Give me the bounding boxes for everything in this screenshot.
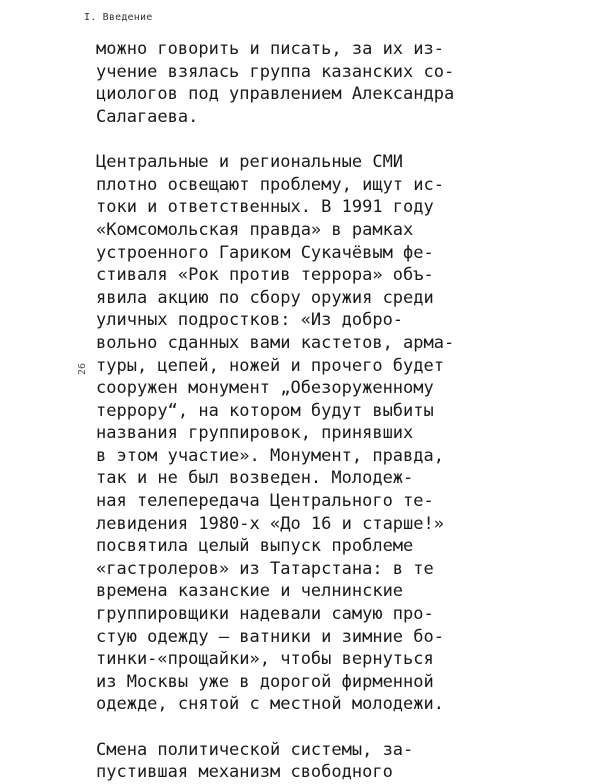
text-line: стиваля «Рок против террора» объ- (96, 265, 434, 286)
text-line: группировщики надевали самую про- (96, 604, 434, 625)
text-line: «гастролеров» из Татарстана: в те (96, 558, 434, 579)
text-line: Смена политической системы, за- (96, 739, 414, 760)
text-line: названия группировок, принявших (96, 423, 414, 444)
text-line: левидения 1980-х «До 16 и старше!» (96, 513, 444, 534)
page-number: 26 (77, 362, 88, 375)
text-line: плотно освещают проблему, ищут ис- (96, 174, 444, 195)
running-head: I. Введение (84, 12, 153, 23)
paragraph-gap (96, 716, 586, 739)
text-line: посвятила целый выпуск проблеме (96, 536, 414, 557)
text-line: Салагаева. (96, 106, 199, 127)
text-line: сооружен монумент „Обезоруженному (96, 378, 434, 399)
text-line: можно говорить и писать, за их из- (96, 39, 444, 59)
text-line: террору“, на котором будут выбиты (96, 400, 434, 421)
text-line: в этом участие». Монумент, правда, (96, 445, 444, 466)
text-line: ная телепередача Центрального те- (96, 491, 434, 512)
text-line: Центральные и региональные СМИ (96, 152, 404, 173)
text-line: так и не был возведен. Молодеж- (96, 468, 414, 489)
text-line: явила акцию по сбору оружия среди (96, 287, 434, 308)
text-line: из Москвы уже в дорогой фирменной (96, 671, 434, 692)
text-line: вольно сданных вами кастетов, арма- (96, 332, 455, 353)
text-line: времена казанские и челнинские (96, 581, 404, 602)
text-line: циологов под управлением Александра (96, 84, 455, 105)
paragraph-gap (96, 128, 586, 151)
text-line: пустившая механизм свободного (96, 762, 393, 783)
body-text (96, 38, 586, 784)
text-line: туры, цепей, ножей и прочего будет (96, 355, 444, 376)
paragraph-2 (96, 151, 586, 716)
text-line: учение взялась группа казанских со- (96, 61, 455, 82)
text-line: одежде, снятой с местной молодежи. (96, 694, 444, 715)
text-line: «Комсомольская правда» в рамках (96, 219, 414, 240)
text-line: уличных подростков: «Из добро- (96, 310, 404, 331)
text-line: стую одежду — ватники и зимние бо- (96, 626, 444, 647)
text-line: тинки-«прощайки», чтобы вернуться (96, 649, 434, 670)
paragraph-3 (96, 739, 586, 784)
text-line: токи и ответственных. В 1991 году (96, 197, 434, 218)
text-line: устроенного Гариком Сукачёвым фе- (96, 242, 434, 263)
paragraph-1 (96, 38, 586, 128)
